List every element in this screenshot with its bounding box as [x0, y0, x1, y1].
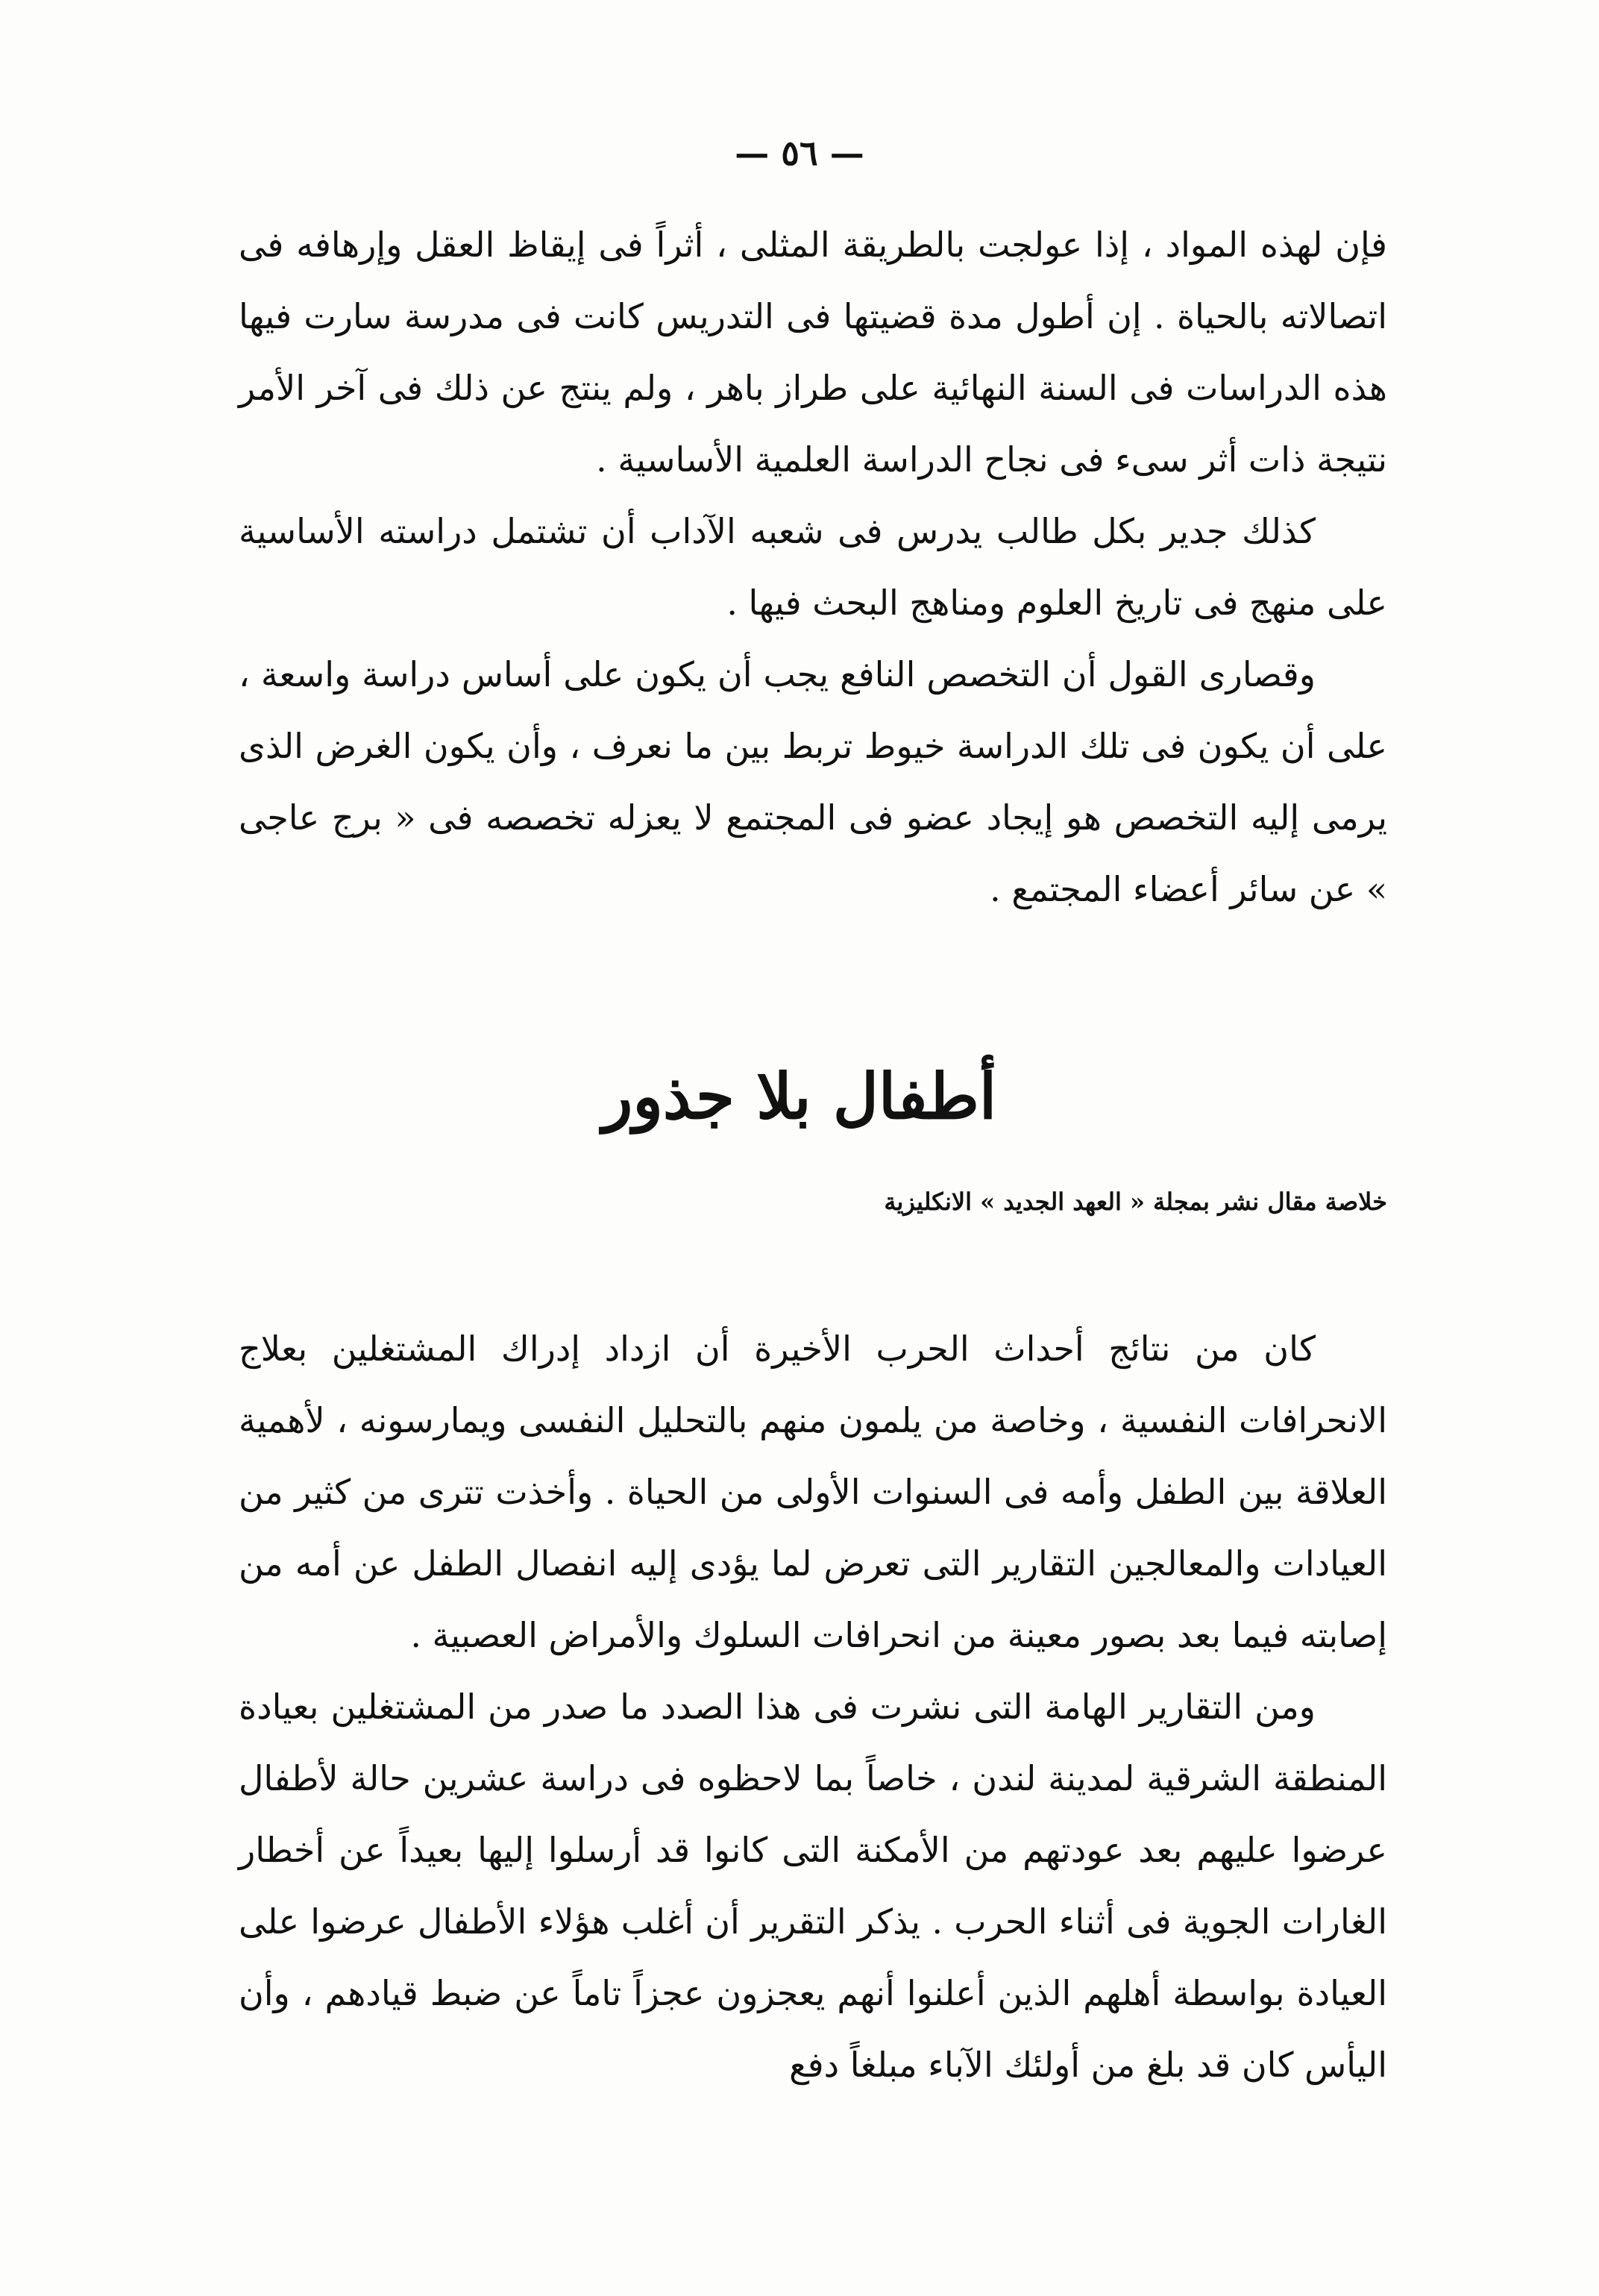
article-title: أطفال بلا جذور [602, 1059, 997, 1133]
paragraph: كذلك جدير بكل طالب يدرس فى شعبه الآداب أن تشتمل دراسته الأساسية على منهج فى تاريخ العلوم ومناهج البحث فيها . [239, 511, 1387, 623]
paragraph: وقصارى القول أن التخصص النافع يجب أن يكون على أساس دراسة واسعة ، على أن يكون فى تلك الدراسة خيوط تربط بين ما نعرف ، وأن يكون الغرض الذى يرمى إليه التخصص هو إيجاد عضو فى المجتمع لا يعزله تخصصه فى « برج عاجى » عن سائر أعضاء المجتمع . [239, 654, 1387, 909]
article-subtitle: خلاصة مقال نشر بمجلة « العهد الجديد » الانكليزية [884, 1188, 1387, 1216]
page-number: — ٥٦ — [735, 133, 864, 173]
paragraph: ومن التقارير الهامة التى نشرت فى هذا الصدد ما صدر من المشتغلين بعيادة المنطقة الشرقية لمدينة لندن ، خاصاً بما لاحظوه فى دراسة عشرين حالة لأطفال عرضوا عليهم بعد عودتهم من الأمكنة التى كانوا قد أرسلوا إليها بعيداً عن أخطار الغارات الجوية فى أثناء الحرب . يذكر التقرير أن أغلب هؤلاء الأطفال عرضوا على العيادة بواسطة أهلهم الذين أعلنوا أنهم يعجزون عجزاً تاماً عن ضبط قيادهم ، وأن اليأس كان قد بلغ من أولئك الآباء مبلغاً دفع [239, 1687, 1387, 2085]
top-section-text [239, 209, 1387, 925]
article-body [239, 1313, 1387, 2101]
paragraph: فإن لهذه المواد ، إذا عولجت بالطريقة المثلى ، أثراً فى إيقاظ العقل وإرهافه فى اتصالاته بالحياة . إن أطول مدة قضيتها فى التدريس كانت فى مدرسة سارت فيها هذه الدراسات فى السنة النهائية على طراز باهر ، ولم ينتج عن ذلك فى آخر الأمر نتيجة ذات أثر سىء فى نجاح الدراسة العلمية الأساسية . [239, 225, 1387, 480]
paragraph: كان من نتائج أحداث الحرب الأخيرة أن ازداد إدراك المشتغلين بعلاج الانحرافات النفسية ، وخاصة من يلمون منهم بالتحليل النفسى ويمارسونه ، لأهمية العلاقة بين الطفل وأمه فى السنوات الأولى من الحياة . وأخذت تترى من كثير من العيادات والمعالجين التقارير التى تعرض لما يؤدى إليه انفصال الطفل عن أمه من إصابته فيما بعد بصور معينة من انحرافات السلوك والأمراض العصبية . [239, 1329, 1387, 1655]
